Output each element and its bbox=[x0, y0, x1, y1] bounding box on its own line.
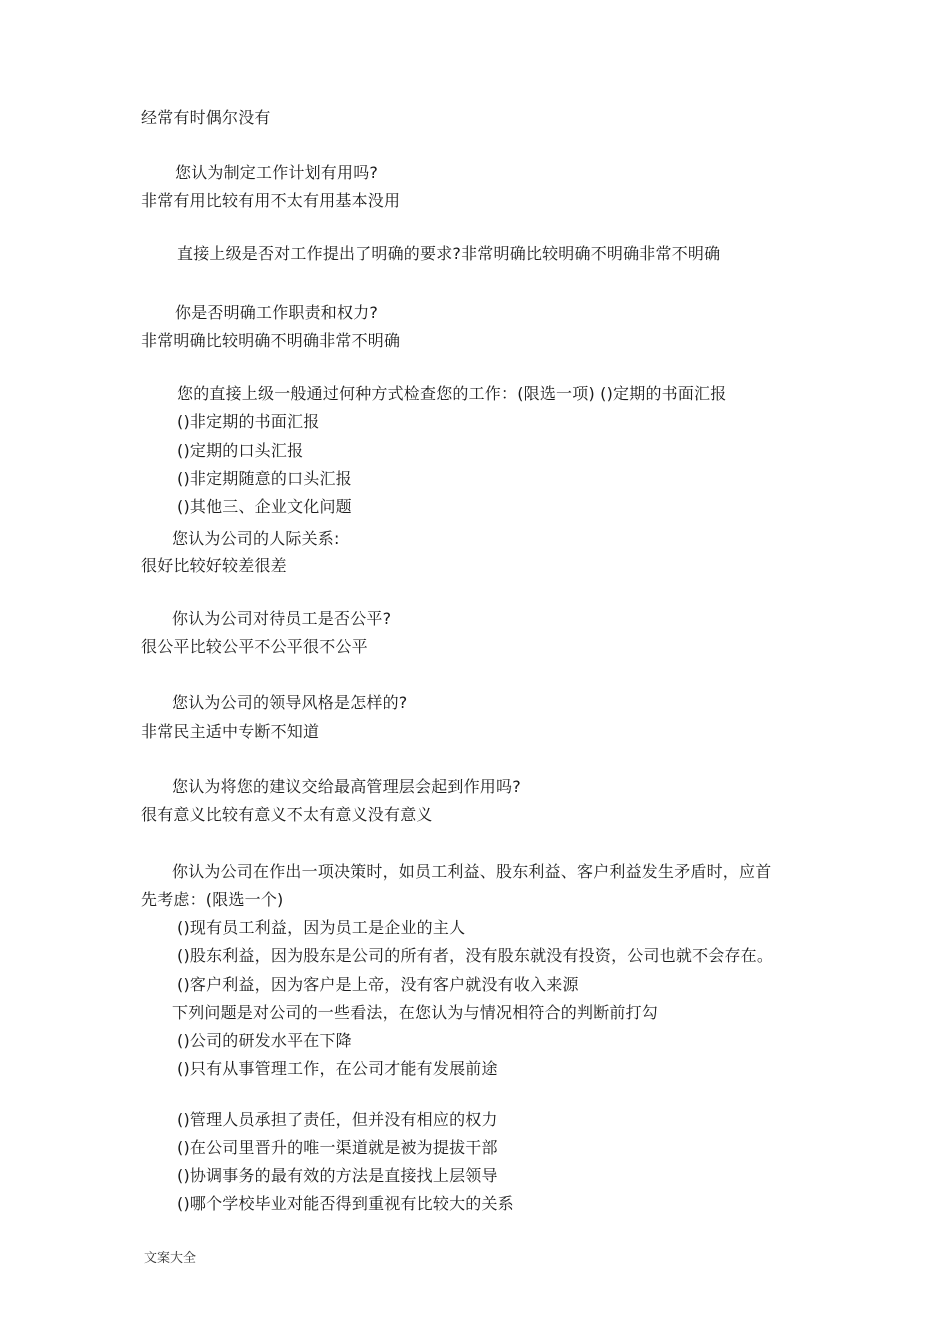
answer-options-leadership: 非常民主适中专断不知道 bbox=[141, 722, 320, 741]
question-suggestions: 您认为将您的建议交给最高管理层会起到作用吗? bbox=[172, 777, 521, 796]
answer-options-relationships: 很好比较好较差很差 bbox=[141, 556, 287, 575]
option-line: ()非定期的书面汇报 bbox=[177, 412, 320, 431]
question-decision-priority: 你认为公司在作出一项决策时，如员工利益、股东利益、客户利益发生矛盾时，应首 bbox=[172, 862, 772, 881]
question-leadership-style: 您认为公司的领导风格是怎样的? bbox=[172, 693, 408, 712]
question-responsibilities: 你是否明确工作职责和权力? bbox=[175, 303, 379, 322]
option-line: ()在公司里晋升的唯一渠道就是被为提拔干部 bbox=[177, 1138, 498, 1157]
question-relationships: 您认为公司的人际关系: bbox=[172, 529, 340, 548]
answer-options-meaning: 很有意义比较有意义不太有意义没有意义 bbox=[141, 805, 433, 824]
answer-options-usefulness: 非常有用比较有用不太有用基本没用 bbox=[141, 191, 401, 210]
question-fairness: 你认为公司对待员工是否公平? bbox=[172, 609, 392, 628]
option-line: ()股东利益，因为股东是公司的所有者，没有股东就没有投资，公司也就不会存在。 bbox=[177, 946, 774, 965]
option-line: ()现有员工利益，因为员工是企业的主人 bbox=[177, 918, 466, 937]
option-line: ()非定期随意的口头汇报 bbox=[177, 469, 352, 488]
question-decision-priority-cont: 先考虑：(限选一个) bbox=[141, 890, 284, 909]
answer-options-fairness: 很公平比较公平不公平很不公平 bbox=[141, 637, 368, 656]
option-line: ()哪个学校毕业对能否得到重视有比较大的关系 bbox=[177, 1194, 514, 1213]
option-line: ()公司的研发水平在下降 bbox=[177, 1031, 352, 1050]
question-inspection-method: 您的直接上级一般通过何种方式检查您的工作：(限选一项) ()定期的书面汇报 bbox=[177, 384, 727, 403]
page-footer: 文案大全 bbox=[144, 1251, 197, 1266]
option-line: ()客户利益，因为客户是上帝，没有客户就没有收入来源 bbox=[177, 975, 579, 994]
question-supervisor-requirements: 直接上级是否对工作提出了明确的要求?非常明确比较明确不明确非常不明确 bbox=[177, 244, 721, 263]
statement-instructions: 下列问题是对公司的一些看法，在您认为与情况相符合的判断前打勾 bbox=[172, 1003, 659, 1022]
option-line: ()其他三、企业文化问题 bbox=[177, 497, 352, 516]
answer-options-clarity: 非常明确比较明确不明确非常不明确 bbox=[141, 331, 401, 350]
option-line: ()定期的口头汇报 bbox=[177, 441, 304, 460]
option-line: ()管理人员承担了责任，但并没有相应的权力 bbox=[177, 1110, 498, 1129]
option-line: ()协调事务的最有效的方法是直接找上层领导 bbox=[177, 1166, 498, 1185]
option-line: ()只有从事管理工作，在公司才能有发展前途 bbox=[177, 1059, 498, 1078]
question-work-plan: 您认为制定工作计划有用吗? bbox=[175, 163, 379, 182]
answer-options-frequency: 经常有时偶尔没有 bbox=[141, 108, 271, 127]
